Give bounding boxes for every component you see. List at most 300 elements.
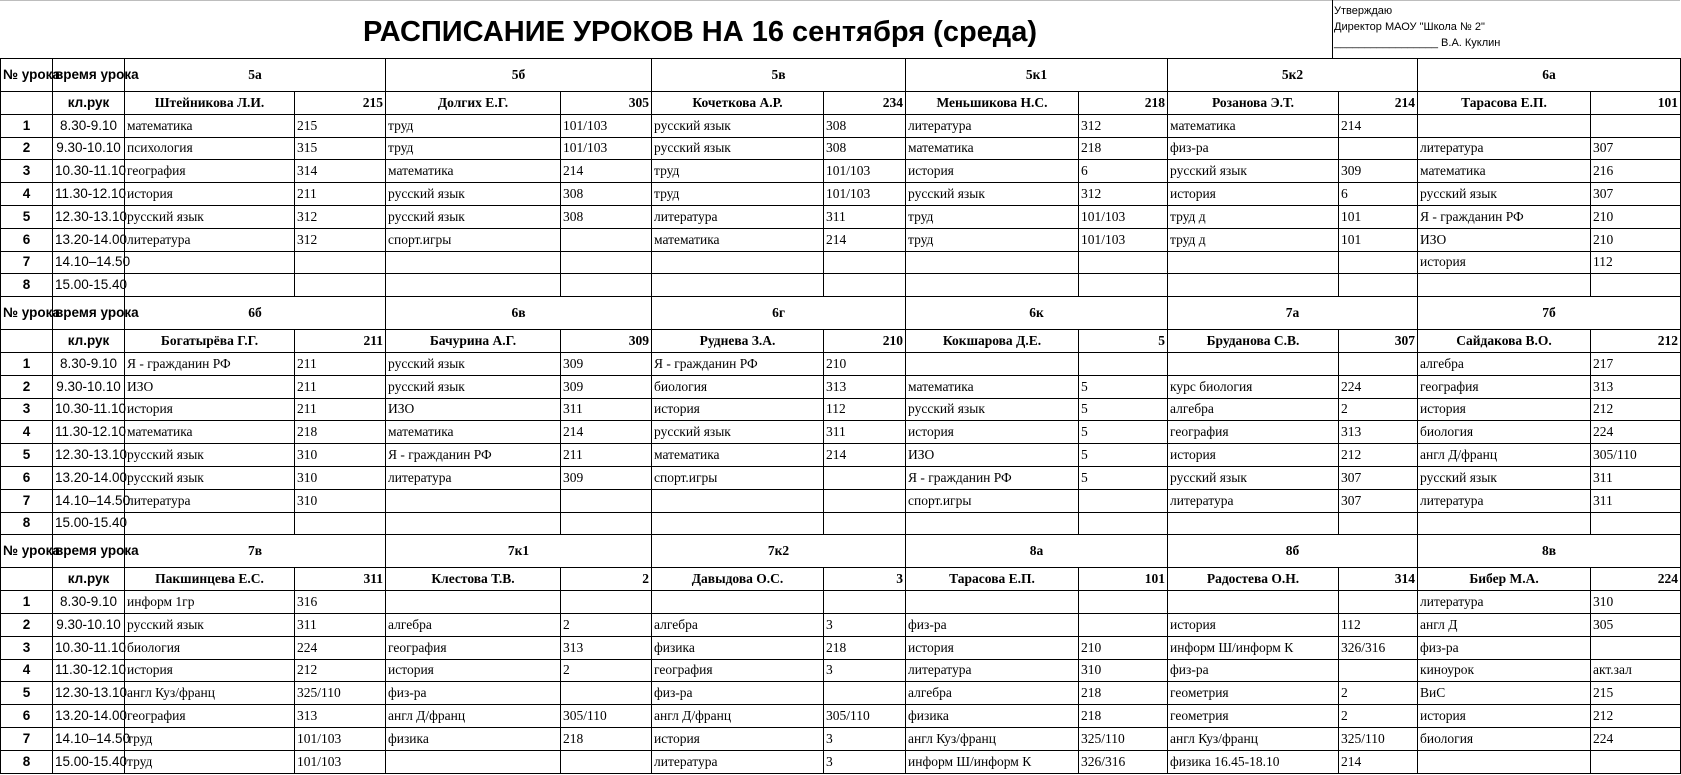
room-cell: 216 — [1591, 160, 1681, 183]
room-cell: 211 — [295, 183, 386, 206]
lesson-row — [1, 228, 1681, 251]
room-cell — [1339, 591, 1418, 614]
subject-cell: физика — [652, 636, 824, 659]
room-cell: 224 — [295, 636, 386, 659]
homeroom: 307 — [1339, 330, 1418, 353]
subject-cell: психология — [125, 137, 295, 160]
homeroom: 309 — [561, 330, 652, 353]
top-border — [0, 0, 1680, 1]
homeroom: 214 — [1339, 92, 1418, 115]
class-name: 6б — [125, 297, 386, 330]
lesson-time: 13.20-14.00 — [53, 705, 125, 728]
subject-cell: англ Д/франц — [386, 705, 561, 728]
lesson-number: 4 — [1, 659, 53, 682]
room-cell — [1079, 613, 1168, 636]
room-cell: 3 — [824, 613, 906, 636]
room-cell: 112 — [1591, 251, 1681, 274]
subject-cell: англ Куз/франц — [906, 727, 1079, 750]
room-cell: 311 — [1591, 489, 1681, 512]
subject-cell: спорт.игры — [386, 228, 561, 251]
room-cell: 2 — [1339, 398, 1418, 421]
class-name: 6в — [386, 297, 652, 330]
empty-cell — [1, 92, 53, 115]
room-cell: 326/316 — [1079, 750, 1168, 773]
lesson-row — [1, 750, 1681, 773]
subject-cell — [652, 489, 824, 512]
subject-cell: история — [906, 160, 1079, 183]
lesson-time: 8.30-9.10 — [53, 114, 125, 137]
class-name: 6г — [652, 297, 906, 330]
homeroom: 2 — [561, 568, 652, 591]
class-name: 6к — [906, 297, 1168, 330]
lesson-time: 10.30-11.10 — [53, 160, 125, 183]
subject-cell: история — [1168, 613, 1339, 636]
room-cell — [824, 466, 906, 489]
subject-cell: Я - гражданин РФ — [386, 444, 561, 467]
room-cell — [824, 512, 906, 535]
lesson-time-header: время урока — [53, 59, 125, 92]
subject-cell: труд — [125, 727, 295, 750]
room-cell: 6 — [1079, 160, 1168, 183]
lesson-row — [1, 682, 1681, 705]
subject-cell: англ Куз/франц — [1168, 727, 1339, 750]
room-cell: 214 — [561, 421, 652, 444]
teacher-row — [1, 330, 1681, 353]
room-cell: 2 — [561, 613, 652, 636]
room-cell — [1339, 274, 1418, 297]
subject-cell: история — [386, 659, 561, 682]
subject-cell: англ Д — [1418, 613, 1591, 636]
room-cell: 307 — [1339, 489, 1418, 512]
class-header-row — [1, 535, 1681, 568]
subject-cell — [906, 591, 1079, 614]
subject-cell: труд — [906, 228, 1079, 251]
subject-cell — [125, 274, 295, 297]
subject-cell: ИЗО — [906, 444, 1079, 467]
subject-cell: русский язык — [386, 352, 561, 375]
room-cell: 3 — [824, 750, 906, 773]
room-cell: 309 — [561, 375, 652, 398]
subject-cell: труд — [906, 205, 1079, 228]
subject-cell: Я - гражданин РФ — [125, 352, 295, 375]
lesson-number: 5 — [1, 682, 53, 705]
subject-cell: история — [125, 398, 295, 421]
class-teacher-label: кл.рук — [53, 568, 125, 591]
subject-cell: география — [125, 160, 295, 183]
lesson-number: 3 — [1, 398, 53, 421]
room-cell: 218 — [824, 636, 906, 659]
subject-cell: ИЗО — [125, 375, 295, 398]
room-cell: 112 — [1339, 613, 1418, 636]
lesson-number: 4 — [1, 421, 53, 444]
subject-cell: математика — [1418, 160, 1591, 183]
room-cell: 214 — [824, 444, 906, 467]
subject-cell: история — [906, 636, 1079, 659]
subject-cell: труд — [652, 183, 824, 206]
lesson-time: 15.00-15.40 — [53, 512, 125, 535]
subject-cell: информ Ш/информ К — [1168, 636, 1339, 659]
room-cell: 325/110 — [1339, 727, 1418, 750]
lesson-row — [1, 274, 1681, 297]
page-title: РАСПИСАНИЕ УРОКОВ НА 16 сентября (среда) — [362, 16, 1037, 48]
class-teacher: Пакшинцева Е.С. — [125, 568, 295, 591]
subject-cell: алгебра — [1168, 398, 1339, 421]
room-cell — [1591, 114, 1681, 137]
approval-line-3: _________________ В.А. Куклин — [1334, 37, 1501, 49]
subject-cell: англ Куз/франц — [125, 682, 295, 705]
room-cell — [1339, 137, 1418, 160]
room-cell: 2 — [1339, 682, 1418, 705]
room-cell: 217 — [1591, 352, 1681, 375]
lesson-time-header: время урока — [53, 297, 125, 330]
subject-cell — [906, 352, 1079, 375]
room-cell: 313 — [824, 375, 906, 398]
room-cell: 325/110 — [1079, 727, 1168, 750]
room-cell: 310 — [1591, 591, 1681, 614]
subject-cell: русский язык — [906, 183, 1079, 206]
homeroom: 211 — [295, 330, 386, 353]
room-cell: 305 — [1591, 613, 1681, 636]
subject-cell: физ-ра — [906, 613, 1079, 636]
lesson-time: 12.30-13.10 — [53, 682, 125, 705]
room-cell: 312 — [295, 228, 386, 251]
subject-cell: русский язык — [125, 466, 295, 489]
subject-cell: география — [386, 636, 561, 659]
room-cell: 305/110 — [1591, 444, 1681, 467]
room-cell: 308 — [824, 114, 906, 137]
room-cell: 312 — [1079, 114, 1168, 137]
subject-cell — [652, 591, 824, 614]
lesson-number: 7 — [1, 489, 53, 512]
lesson-time: 8.30-9.10 — [53, 591, 125, 614]
subject-cell: история — [652, 398, 824, 421]
subject-cell: англ Д/франц — [652, 705, 824, 728]
approval-line-1: Утверждаю — [1334, 5, 1393, 17]
subject-cell: информ Ш/информ К — [906, 750, 1079, 773]
subject-cell — [652, 274, 824, 297]
room-cell: 316 — [295, 591, 386, 614]
subject-cell: литература — [652, 750, 824, 773]
class-name: 7к1 — [386, 535, 652, 568]
class-teacher: Меньшикова Н.С. — [906, 92, 1079, 115]
room-cell: 312 — [295, 205, 386, 228]
class-name: 7в — [125, 535, 386, 568]
class-name: 8в — [1418, 535, 1681, 568]
room-cell: 101/103 — [295, 727, 386, 750]
homeroom: 224 — [1591, 568, 1681, 591]
subject-cell — [906, 251, 1079, 274]
class-teacher-label: кл.рук — [53, 330, 125, 353]
lesson-time: 11.30-12.10 — [53, 659, 125, 682]
room-cell: 2 — [1339, 705, 1418, 728]
lesson-row — [1, 444, 1681, 467]
room-cell — [561, 251, 652, 274]
class-teacher: Руднева З.А. — [652, 330, 824, 353]
room-cell: 101 — [1339, 228, 1418, 251]
room-cell: 309 — [561, 466, 652, 489]
room-cell: 210 — [1591, 228, 1681, 251]
lesson-time: 14.10–14.50 — [53, 727, 125, 750]
subject-cell — [125, 251, 295, 274]
room-cell: 310 — [295, 489, 386, 512]
room-cell: 212 — [1591, 398, 1681, 421]
homeroom: 314 — [1339, 568, 1418, 591]
lesson-number: 2 — [1, 137, 53, 160]
subject-cell: литература — [125, 228, 295, 251]
room-cell: 101/103 — [561, 137, 652, 160]
homeroom: 215 — [295, 92, 386, 115]
room-cell: 3 — [824, 659, 906, 682]
class-teacher: Бруданова С.В. — [1168, 330, 1339, 353]
room-cell: 305/110 — [561, 705, 652, 728]
lesson-time: 14.10–14.50 — [53, 251, 125, 274]
subject-cell: русский язык — [1418, 466, 1591, 489]
lesson-time: 11.30-12.10 — [53, 183, 125, 206]
teacher-row — [1, 92, 1681, 115]
subject-cell — [1168, 274, 1339, 297]
room-cell — [1339, 352, 1418, 375]
room-cell — [1591, 274, 1681, 297]
room-cell: акт.зал — [1591, 659, 1681, 682]
subject-cell: киноурок — [1418, 659, 1591, 682]
lesson-time: 9.30-10.10 — [53, 613, 125, 636]
room-cell — [561, 274, 652, 297]
subject-cell: физ-ра — [1418, 636, 1591, 659]
class-teacher: Кокшарова Д.Е. — [906, 330, 1079, 353]
room-cell — [1079, 591, 1168, 614]
subject-cell: история — [1418, 705, 1591, 728]
subject-cell: география — [125, 705, 295, 728]
lesson-number: 7 — [1, 251, 53, 274]
class-name: 7а — [1168, 297, 1418, 330]
subject-cell: история — [906, 421, 1079, 444]
lesson-row — [1, 591, 1681, 614]
subject-cell: геометрия — [1168, 705, 1339, 728]
room-cell — [1591, 512, 1681, 535]
room-cell — [295, 251, 386, 274]
room-cell: 308 — [561, 205, 652, 228]
subject-cell: математика — [652, 228, 824, 251]
room-cell: 313 — [561, 636, 652, 659]
room-cell: 312 — [1079, 183, 1168, 206]
subject-cell: труд д — [1168, 228, 1339, 251]
subject-cell: англ Д/франц — [1418, 444, 1591, 467]
class-name: 8а — [906, 535, 1168, 568]
teacher-row — [1, 568, 1681, 591]
lesson-number: 6 — [1, 466, 53, 489]
subject-cell: русский язык — [652, 421, 824, 444]
subject-cell: русский язык — [652, 137, 824, 160]
subject-cell — [386, 750, 561, 773]
lesson-number: 1 — [1, 114, 53, 137]
subject-cell: биология — [652, 375, 824, 398]
room-cell: 218 — [1079, 682, 1168, 705]
subject-cell: литература — [125, 489, 295, 512]
class-teacher: Тарасова Е.П. — [1418, 92, 1591, 115]
room-cell: 215 — [1591, 682, 1681, 705]
lesson-number-header: № урока — [1, 297, 53, 330]
lesson-time: 15.00-15.40 — [53, 274, 125, 297]
homeroom: 234 — [824, 92, 906, 115]
empty-cell — [1, 330, 53, 353]
lesson-time: 9.30-10.10 — [53, 375, 125, 398]
subject-cell: математика — [906, 137, 1079, 160]
lesson-number: 1 — [1, 352, 53, 375]
room-cell: 5 — [1079, 444, 1168, 467]
subject-cell: литература — [1418, 489, 1591, 512]
lesson-number: 4 — [1, 183, 53, 206]
room-cell — [1339, 251, 1418, 274]
room-cell — [824, 591, 906, 614]
homeroom: 5 — [1079, 330, 1168, 353]
subject-cell: география — [1168, 421, 1339, 444]
subject-cell: русский язык — [386, 375, 561, 398]
homeroom: 101 — [1079, 568, 1168, 591]
subject-cell — [652, 251, 824, 274]
subject-cell: ВиС — [1418, 682, 1591, 705]
subject-cell: литература — [1418, 137, 1591, 160]
subject-cell: ИЗО — [386, 398, 561, 421]
room-cell: 214 — [824, 228, 906, 251]
room-cell: 307 — [1339, 466, 1418, 489]
subject-cell: биология — [1418, 727, 1591, 750]
room-cell: 224 — [1591, 727, 1681, 750]
room-cell: 101/103 — [295, 750, 386, 773]
subject-cell — [1418, 114, 1591, 137]
subject-cell: история — [1418, 398, 1591, 421]
room-cell: 101/103 — [561, 114, 652, 137]
subject-cell: курс биология — [1168, 375, 1339, 398]
room-cell: 5 — [1079, 466, 1168, 489]
room-cell: 313 — [1591, 375, 1681, 398]
class-name: 7к2 — [652, 535, 906, 568]
room-cell: 211 — [295, 352, 386, 375]
room-cell: 325/110 — [295, 682, 386, 705]
room-cell: 311 — [561, 398, 652, 421]
subject-cell — [906, 274, 1079, 297]
room-cell: 101/103 — [1079, 228, 1168, 251]
subject-cell: алгебра — [1418, 352, 1591, 375]
lesson-row — [1, 251, 1681, 274]
subject-cell: литература — [1168, 489, 1339, 512]
subject-cell — [1168, 352, 1339, 375]
subject-cell: спорт.игры — [906, 489, 1079, 512]
lesson-row — [1, 183, 1681, 206]
class-teacher-label: кл.рук — [53, 92, 125, 115]
class-name: 6а — [1418, 59, 1681, 92]
homeroom: 305 — [561, 92, 652, 115]
room-cell: 212 — [295, 659, 386, 682]
lesson-number-header: № урока — [1, 535, 53, 568]
room-cell: 311 — [295, 613, 386, 636]
room-cell — [561, 489, 652, 512]
subject-cell — [652, 512, 824, 535]
approval-line-2: Директор МАОУ "Школа № 2" — [1334, 21, 1485, 33]
lesson-number: 5 — [1, 205, 53, 228]
lesson-time: 10.30-11.10 — [53, 398, 125, 421]
subject-cell — [386, 512, 561, 535]
lesson-time: 12.30-13.10 — [53, 444, 125, 467]
class-teacher: Кочеткова А.Р. — [652, 92, 824, 115]
room-cell: 308 — [561, 183, 652, 206]
approval-stamp — [1334, 3, 1674, 51]
subject-cell: литература — [386, 466, 561, 489]
room-cell: 101 — [1339, 205, 1418, 228]
homeroom: 210 — [824, 330, 906, 353]
class-name: 8б — [1168, 535, 1418, 568]
schedule-table — [0, 58, 1681, 774]
room-cell: 211 — [295, 375, 386, 398]
class-teacher: Бачурина А.Г. — [386, 330, 561, 353]
subject-cell: русский язык — [906, 398, 1079, 421]
class-teacher: Долгих Е.Г. — [386, 92, 561, 115]
subject-cell: физ-ра — [1168, 659, 1339, 682]
subject-cell: труд — [386, 137, 561, 160]
subject-cell: ИЗО — [1418, 228, 1591, 251]
subject-cell — [125, 512, 295, 535]
subject-cell: русский язык — [652, 114, 824, 137]
room-cell: 224 — [1339, 375, 1418, 398]
lesson-number: 2 — [1, 375, 53, 398]
room-cell: 211 — [561, 444, 652, 467]
lesson-time: 8.30-9.10 — [53, 352, 125, 375]
lesson-row — [1, 466, 1681, 489]
room-cell: 215 — [295, 114, 386, 137]
lesson-row — [1, 137, 1681, 160]
subject-cell: труд — [386, 114, 561, 137]
room-cell: 311 — [824, 421, 906, 444]
approval-divider — [1332, 0, 1333, 58]
subject-cell: физика 16.45-18.10 — [1168, 750, 1339, 773]
room-cell: 212 — [1591, 705, 1681, 728]
lesson-row — [1, 659, 1681, 682]
subject-cell — [1418, 512, 1591, 535]
room-cell: 310 — [1079, 659, 1168, 682]
room-cell — [824, 489, 906, 512]
room-cell — [1591, 750, 1681, 773]
class-teacher: Клестова Т.В. — [386, 568, 561, 591]
lesson-row — [1, 160, 1681, 183]
subject-cell: русский язык — [1168, 466, 1339, 489]
room-cell: 218 — [1079, 137, 1168, 160]
room-cell: 101/103 — [824, 183, 906, 206]
lesson-row — [1, 489, 1681, 512]
room-cell: 214 — [1339, 750, 1418, 773]
lesson-row — [1, 705, 1681, 728]
room-cell: 211 — [295, 398, 386, 421]
lesson-row — [1, 352, 1681, 375]
room-cell: 5 — [1079, 375, 1168, 398]
room-cell: 210 — [1591, 205, 1681, 228]
class-name: 5к1 — [906, 59, 1168, 92]
subject-cell — [1418, 274, 1591, 297]
subject-cell: математика — [386, 421, 561, 444]
lesson-number: 6 — [1, 228, 53, 251]
room-cell: 313 — [1339, 421, 1418, 444]
class-name: 5в — [652, 59, 906, 92]
room-cell — [561, 512, 652, 535]
lesson-number: 3 — [1, 160, 53, 183]
lesson-number: 8 — [1, 750, 53, 773]
room-cell — [561, 682, 652, 705]
subject-cell: спорт.игры — [652, 466, 824, 489]
subject-cell: русский язык — [125, 444, 295, 467]
subject-cell: труд д — [1168, 205, 1339, 228]
room-cell — [1079, 512, 1168, 535]
class-header-row — [1, 59, 1681, 92]
subject-cell: геометрия — [1168, 682, 1339, 705]
subject-cell: русский язык — [1418, 183, 1591, 206]
